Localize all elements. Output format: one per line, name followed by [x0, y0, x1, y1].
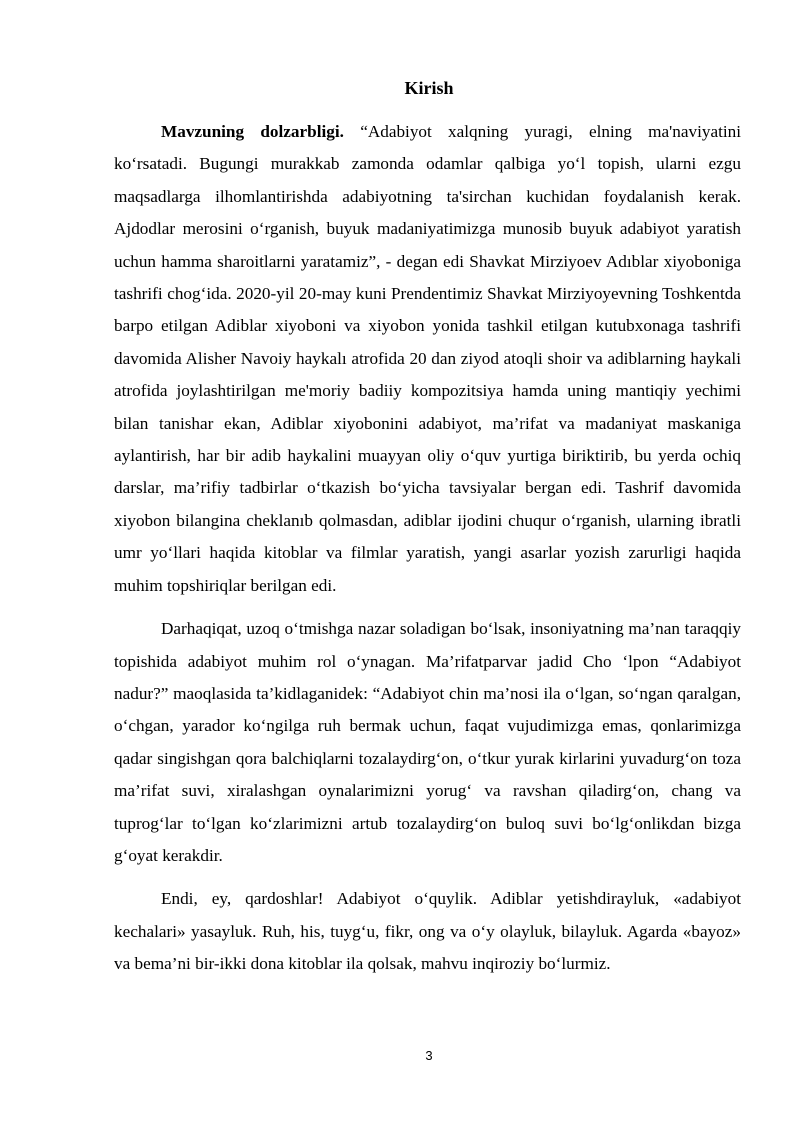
paragraph-3: [114, 883, 741, 980]
body-text: [114, 116, 741, 992]
paragraph-lead: Mavzuning dolzarbligi.: [161, 122, 344, 141]
paragraph-text: Endi, ey, qardoshlar! Adabiyot oʻquylik. Adiblar yetishdirayluk, «adabiyot kechalari» yasayluk. Ruh, his, tuygʻu, fikr, ong va oʻy olayluk, bilayluk. Agarda «bayoz» va bema’ni bir-ikki dona kitoblar ila qolsak, mahvu inqiroziy boʻlurmiz.: [114, 889, 741, 974]
page-number: 3: [425, 1048, 433, 1063]
paragraph-2: [114, 613, 741, 872]
page-title: Kirish: [404, 78, 454, 98]
paragraph-text: Darhaqiqat, uzoq oʻtmishga nazar soladigan boʻlsak, insoniyatning ma’nan taraqqiy topishida adabiyot muhim rol oʻynagan. Ma’rifatparvar jadid Cho ‘lpon “Adabiyot nadur?” maoqlasida ta’kidlaganidek: “Adabiyot chin ma’nosi ila oʻlgan, soʻngan qaralgan, oʻchgan, yarador koʻngilga ruh bermak uchun, faqat vujudimizga emas, qonlarimizga qadar singishgan qora balchiqlarni tozalaydirgʻon, oʻtkur yurak kirlarini yuvadurgʻon toza ma’rifat suvi, xiralashgan oynalarimizni yorugʻ va ravshan qiladirgʻon, chang va tuprogʻlar toʻlgan koʻzlarimizni artub tozalaydirgʻon buloq suvi boʻlgʻonlikdan bizga gʻoyat kerakdir.: [114, 619, 741, 865]
paragraph-text: “Adabiyot xalqning yuragi, elning ma'naviyatini koʻrsatadi. Bugungi murakkab zamonda odamlar qalbiga yoʻl topish, ularni ezgu maqsadlarga ilhomlantirishda adabiyotning ta'sirchan kuchidan foydalanish kerak. Ajdodlar merosini oʻrganish, buyuk madaniyatimizga munosib buyuk adabiyot yaratish uchun hamma sharoitlarni yaratamiz”, - degan edi Shavkat Mirziyoev Adıblar xiyoboniga tashrifi chogʻida. 2020-yil 20-may kuni Prendentimiz Shavkat Mirziyoyevning Toshkentda barpo etilgan Adiblar xiyoboni va xiyobon yonida tashkil etilgan kutubxonaga tashrifi davomida Alisher Navoiy haykalı atrofida 20 dan ziyod atoqli shoir va adiblarning haykali atrofida joylashtirilgan me'moriy badiiy kompozitsiya hamda uning mantiqiy yechimi bilan tanishar ekan, Adiblar xiyobonini adabiyot, ma’rifat va madaniyat maskaniga aylantirish, har bir adib haykalini muayyan oliy oʻquv yurtiga biriktirib, bu yerda ochiq darslar, ma’rifiy tadbirlar oʻtkazish boʻyicha tavsiyalar bergan edi. Tashrif davomida xiyobon bilangina cheklanıb qolmasdan, adiblar ijodini chuqur oʻrganish, ularning ibratli umr yoʻllari haqida kitoblar va filmlar yaratish, yangi asarlar yozish zarurligi haqida muhim topshiriqlar berilgan edi.: [114, 122, 741, 595]
paragraph-1: [114, 116, 741, 602]
